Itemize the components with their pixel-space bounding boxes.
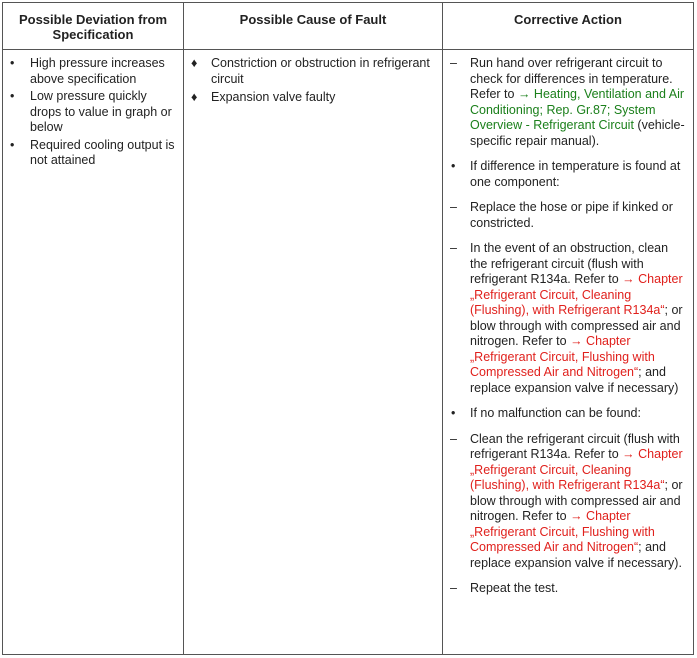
diamond-icon: ♦ [191,56,198,70]
list-item: – Repeat the test. [450,581,559,595]
header-row [3,3,694,50]
cause-cell [184,50,443,655]
header-deviation: Possible Deviation from Specification [3,3,184,50]
bullet-icon: • [451,406,456,420]
list-item: • Low pressure quickly drops to value in graph or below [10,89,172,134]
link-system-overview[interactable]: → Heating, Ventilation and Air Conditioning; Rep. Gr.87; System Overview - Refrigerant Circuit [470,87,685,132]
list-item: – In the event of an obstruction, clean the refrigerant circuit (flush with refrigerant R134a. Refer to → Chapter „Refrigerant Circuit, Cleaning (Flushing), with Refrigerant R134a“; or blow through with compressed air and nitrogen. Refer to → Chapter „Refrigerant Circuit, Flushing with Compressed Air and Nitrogen“; and replace expansion valve if necessary) [450,241,683,395]
list-item: • Required cooling output is not attained [10,137,175,167]
bullet-icon: • [10,56,15,70]
dash-icon: – [450,200,457,214]
table-row [3,50,694,655]
link-flushing-compressed-air[interactable]: → Chapter „Refrigerant Circuit, Flushing with Compressed Air and Nitrogen“ [470,509,655,554]
link-cleaning-flushing[interactable]: → Chapter „Refrigerant Circuit, Cleaning (Flushing), with Refrigerant R134a“ [470,447,683,492]
diagnosis-table [2,2,694,655]
list-item: • High pressure increases above specification [10,56,165,86]
list-item: – Replace the hose or pipe if kinked or constricted. [450,200,673,230]
link-cleaning-flushing[interactable]: → Chapter „Refrigerant Circuit, Cleaning (Flushing), with Refrigerant R134a“ [470,272,683,317]
list-item: – Clean the refrigerant circuit (flush with refrigerant R134a. Refer to → Chapter „Refrigerant Circuit, Cleaning (Flushing), with Refrigerant R134a“; or blow through with compressed air and nitrogen. Refer to → Chapter „Refrigerant Circuit, Flushing with Compressed Air and Nitrogen“; and replace expansion valve if necessary). [450,431,683,570]
list-item: – Run hand over refrigerant circuit to check for differences in temperature. Refer to → Heating, Ventilation and Air Conditioning; Rep. Gr.87; System Overview - Refrigerant Circuit (vehicle-specific repair manual). [450,56,685,148]
deviation-cell [3,50,184,655]
bullet-icon: • [10,89,15,103]
diamond-icon: ♦ [191,90,198,104]
header-cause: Possible Cause of Fault [184,3,443,50]
link-flushing-compressed-air[interactable]: → Chapter „Refrigerant Circuit, Flushing with Compressed Air and Nitrogen“ [470,334,655,379]
list-item: ♦ Expansion valve faulty [191,90,336,104]
dash-icon: – [450,581,457,595]
list-item: • If difference in temperature is found at one component: [451,159,681,189]
action-cell [443,50,694,655]
bullet-icon: • [10,137,15,152]
dash-icon: – [450,56,457,70]
dash-icon: – [450,241,457,255]
dash-icon: – [450,431,457,446]
list-item: ♦ Constriction or obstruction in refrigerant circuit [191,56,430,86]
header-action: Corrective Action [443,3,694,50]
bullet-icon: • [451,159,456,173]
list-item: • If no malfunction can be found: [451,406,641,420]
